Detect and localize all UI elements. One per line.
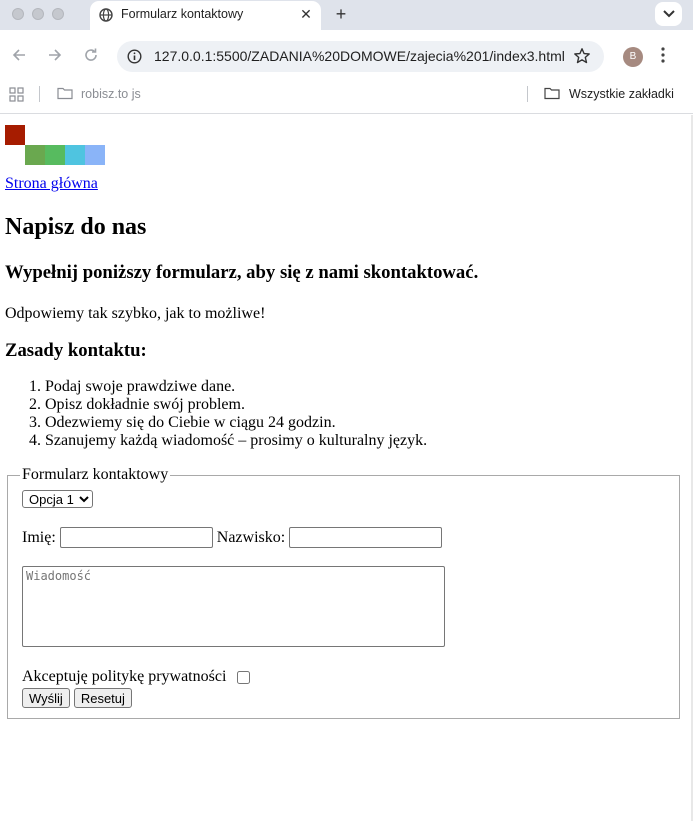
window-minimize-button[interactable] [32,8,44,20]
tab-strip [0,0,693,30]
all-bookmarks-folder[interactable]: Wszystkie zakładki [569,87,674,101]
name-row [22,527,667,548]
chevron-down-icon [663,10,675,18]
logo-square [85,145,105,165]
topic-select[interactable] [22,490,93,508]
kebab-menu-icon[interactable] [661,47,665,68]
privacy-checkbox[interactable] [237,671,250,684]
bookmark-star-icon[interactable] [573,47,591,70]
reload-icon[interactable] [82,46,100,64]
forward-arrow-icon[interactable] [46,46,64,64]
logo-square [65,145,85,165]
tab-close-icon[interactable]: ✕ [300,6,312,22]
logo-square [45,145,65,165]
form-legend: Formularz kontaktowy [22,466,169,483]
logo-square [25,145,45,165]
globe-icon [99,8,113,27]
list-item: 4. Szanujemy każdą wiadomość – prosimy o kulturalny język. [45,432,686,450]
folder-icon [57,86,73,105]
first-name-label: Imię: [22,528,56,546]
rules-heading: Zasady kontaktu: [5,340,147,361]
new-tab-icon[interactable]: + [335,4,347,24]
page-title: Napisz do nas [5,214,147,240]
form-buttons [22,688,667,708]
tab-search-button[interactable] [655,2,682,26]
url-text[interactable]: 127.0.0.1:5500/ZADANIA%20DOMOWE/zajecia%201/index3.html [154,48,565,64]
rules-list [5,378,686,450]
first-name-input[interactable] [60,527,213,548]
profile-avatar[interactable]: B [623,47,643,67]
page-content [0,115,691,821]
privacy-row [22,668,667,686]
back-arrow-icon[interactable] [10,46,28,64]
list-item: 2. Opisz dokładnie swój problem. [45,396,686,414]
contact-form [7,466,680,719]
address-bar[interactable] [117,41,604,72]
site-info-icon[interactable] [127,49,142,69]
window-close-button[interactable] [12,8,24,20]
home-link[interactable]: Strona główna [5,175,98,192]
bookmarks-bar [0,80,693,114]
active-tab[interactable] [90,1,321,30]
tab-title: Formularz kontaktowy [121,7,244,21]
last-name-input[interactable] [289,527,442,548]
apps-grid-icon[interactable] [9,87,24,107]
logo [5,125,105,165]
message-textarea[interactable] [22,566,445,647]
reply-note: Odpowiemy tak szybko, jak to możliwe! [5,305,266,322]
bookmarks-divider [39,86,40,102]
folder-icon [544,86,560,105]
list-item: 1. Podaj swoje prawdziwe dane. [45,378,686,396]
submit-button[interactable]: Wyślij [22,688,70,708]
bookmarks-divider [527,86,528,102]
browser-toolbar [0,30,693,80]
page-subtitle: Wypełnij poniższy formularz, aby się z nami skontaktować. [5,262,479,283]
window-zoom-button[interactable] [52,8,64,20]
privacy-label: Akceptuję politykę prywatności [22,668,227,685]
last-name-label: Nazwisko: [216,528,286,546]
bookmark-folder-robisz[interactable]: robisz.to js [81,87,141,101]
reset-button[interactable]: Resetuj [74,688,132,708]
logo-square [5,125,25,145]
list-item: 3. Odezwiemy się do Ciebie w ciągu 24 godzin. [45,414,686,432]
